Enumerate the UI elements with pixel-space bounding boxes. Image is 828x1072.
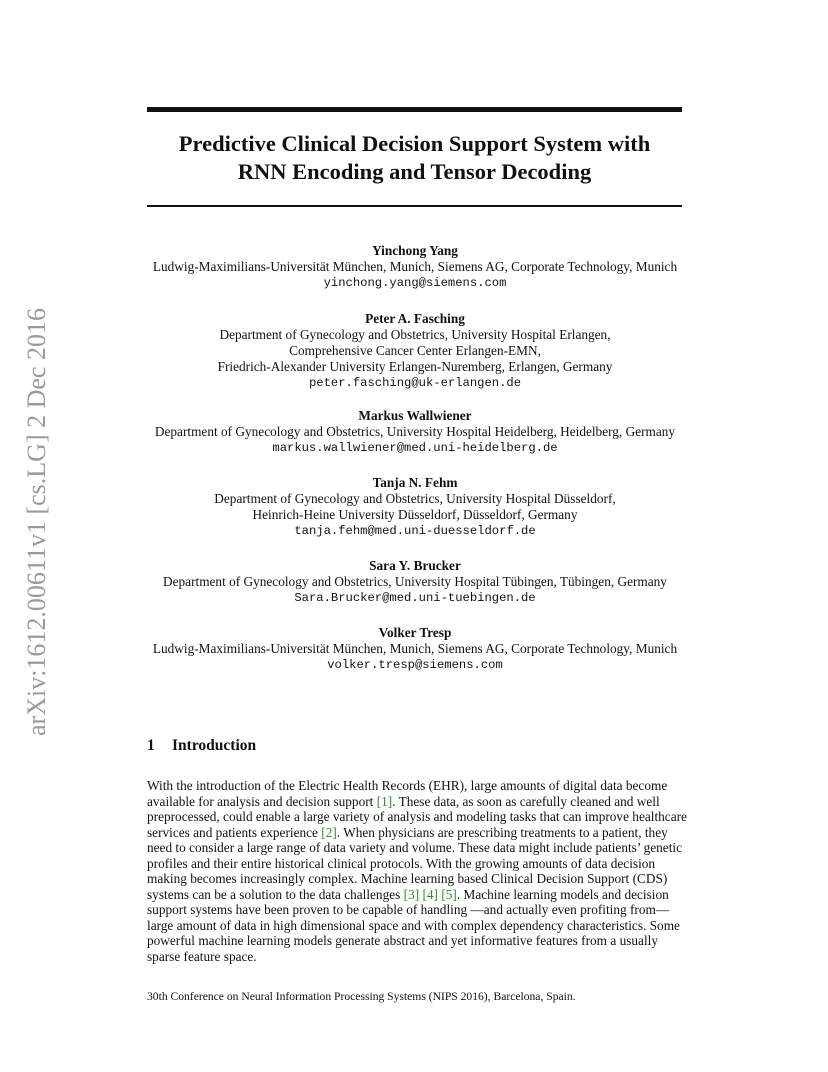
paragraph-line: preprocessed, could enable a large variety of analysis and modeling tasks that can improve healthcare: [147, 809, 687, 824]
author-affiliation: Department of Gynecology and Obstetrics, University Hospital Tübingen, Tübingen, Germany: [163, 574, 667, 589]
author-name: Sara Y. Brucker: [369, 558, 461, 573]
author-affiliation: Department of Gynecology and Obstetrics, University Hospital Düsseldorf,: [214, 491, 616, 506]
author-name: Volker Tresp: [378, 625, 452, 640]
title-line-2: RNN Encoding and Tensor Decoding: [237, 159, 592, 184]
author-email[interactable]: tanja.fehm@med.uni-duesseldorf.de: [294, 524, 536, 538]
author-email[interactable]: volker.tresp@siemens.com: [327, 658, 503, 672]
author-affiliation: Comprehensive Cancer Center Erlangen-EMN,: [289, 343, 541, 358]
paragraph-line: support systems have been proven to be capable of handling —and actually even profiting from—: [147, 902, 670, 917]
author-name: Peter A. Fasching: [365, 311, 465, 326]
author-block: [140, 475, 690, 539]
author-block: [140, 311, 690, 391]
paragraph-line: large amount of data in high dimensional space and with complex dependency characteristics. Some: [147, 917, 680, 933]
text-run: . Machine learning models and decision: [456, 886, 669, 902]
title-rule-top: [147, 107, 682, 112]
text-run: systems can be a solution to the data challenges: [147, 886, 404, 902]
text-run: . When physicians are prescribing treatments to a patient, they: [336, 824, 668, 840]
title-line-1: Predictive Clinical Decision Support System with: [178, 131, 651, 156]
author-email[interactable]: yinchong.yang@siemens.com: [323, 276, 507, 290]
paragraph-line: need to consider a large range of data variety and volume. These data might include patients’ genetic: [147, 840, 682, 855]
text-run: available for analysis and decision support: [147, 793, 377, 809]
citation-link[interactable]: [4]: [422, 886, 438, 902]
author-name: Tanja N. Fehm: [372, 475, 458, 490]
paragraph-line: With the introduction of the Electric Health Records (EHR), large amounts of digital data become: [147, 778, 668, 793]
section-heading: [147, 737, 256, 755]
citation-link[interactable]: [2]: [321, 824, 337, 840]
conference-footnote: 30th Conference on Neural Information Processing Systems (NIPS 2016), Barcelona, Spain.: [147, 990, 576, 1003]
author-affiliation: Friedrich-Alexander University Erlangen-Nuremberg, Erlangen, Germany: [217, 359, 613, 374]
author-affiliation: Ludwig-Maximilians-Universität München, Munich, Siemens AG, Corporate Technology, Munich: [152, 259, 678, 274]
arxiv-identifier: arXiv:1612.00611v1 [cs.LG] 2 Dec 2016: [22, 308, 51, 736]
author-block: [140, 408, 690, 456]
section-number: 1: [147, 737, 155, 754]
paragraph-line: [147, 794, 682, 810]
author-block: [140, 558, 690, 606]
title-rule-bottom: [147, 205, 682, 207]
intro-paragraph: [147, 778, 687, 964]
author-email[interactable]: Sara.Brucker@med.uni-tuebingen.de: [294, 591, 536, 605]
author-email[interactable]: markus.wallwiener@med.uni-heidelberg.de: [272, 441, 558, 455]
text-run: services and patients experience: [147, 824, 322, 840]
author-affiliation: Department of Gynecology and Obstetrics, University Hospital Erlangen,: [219, 327, 611, 342]
author-name: Yinchong Yang: [372, 243, 458, 258]
author-name: Markus Wallwiener: [358, 408, 472, 423]
citation-link[interactable]: [5]: [441, 886, 457, 902]
author-block: [140, 625, 690, 673]
section-title: Introduction: [172, 737, 257, 754]
author-affiliation: Department of Gynecology and Obstetrics, University Hospital Heidelberg, Heidelberg, Germany: [154, 424, 676, 439]
paper-title: [147, 130, 682, 186]
paragraph-line: [147, 887, 682, 903]
citation-link[interactable]: [3]: [403, 886, 420, 902]
text-run: . These data, as soon as carefully cleaned and well: [392, 793, 660, 809]
author-affiliation: Heinrich-Heine University Düsseldorf, Düsseldorf, Germany: [252, 507, 578, 522]
author-affiliation: Ludwig-Maximilians-Universität München, Munich, Siemens AG, Corporate Technology, Munich: [152, 641, 678, 656]
citation-link[interactable]: [1]: [376, 793, 393, 809]
paragraph-line: profiles and their entire historical clinical protocols. With the growing amounts of data decision: [147, 855, 656, 871]
author-block: [140, 243, 690, 291]
paragraph-line: making becomes increasingly complex. Machine learning based Clinical Decision Support (CDS): [147, 871, 668, 886]
paragraph-line: powerful machine learning models generate abstract and yet informative features from a usually: [147, 933, 658, 948]
author-email[interactable]: peter.fasching@uk-erlangen.de: [308, 376, 522, 390]
paragraph-line: sparse feature space.: [147, 948, 257, 964]
paragraph-line: [147, 825, 682, 841]
